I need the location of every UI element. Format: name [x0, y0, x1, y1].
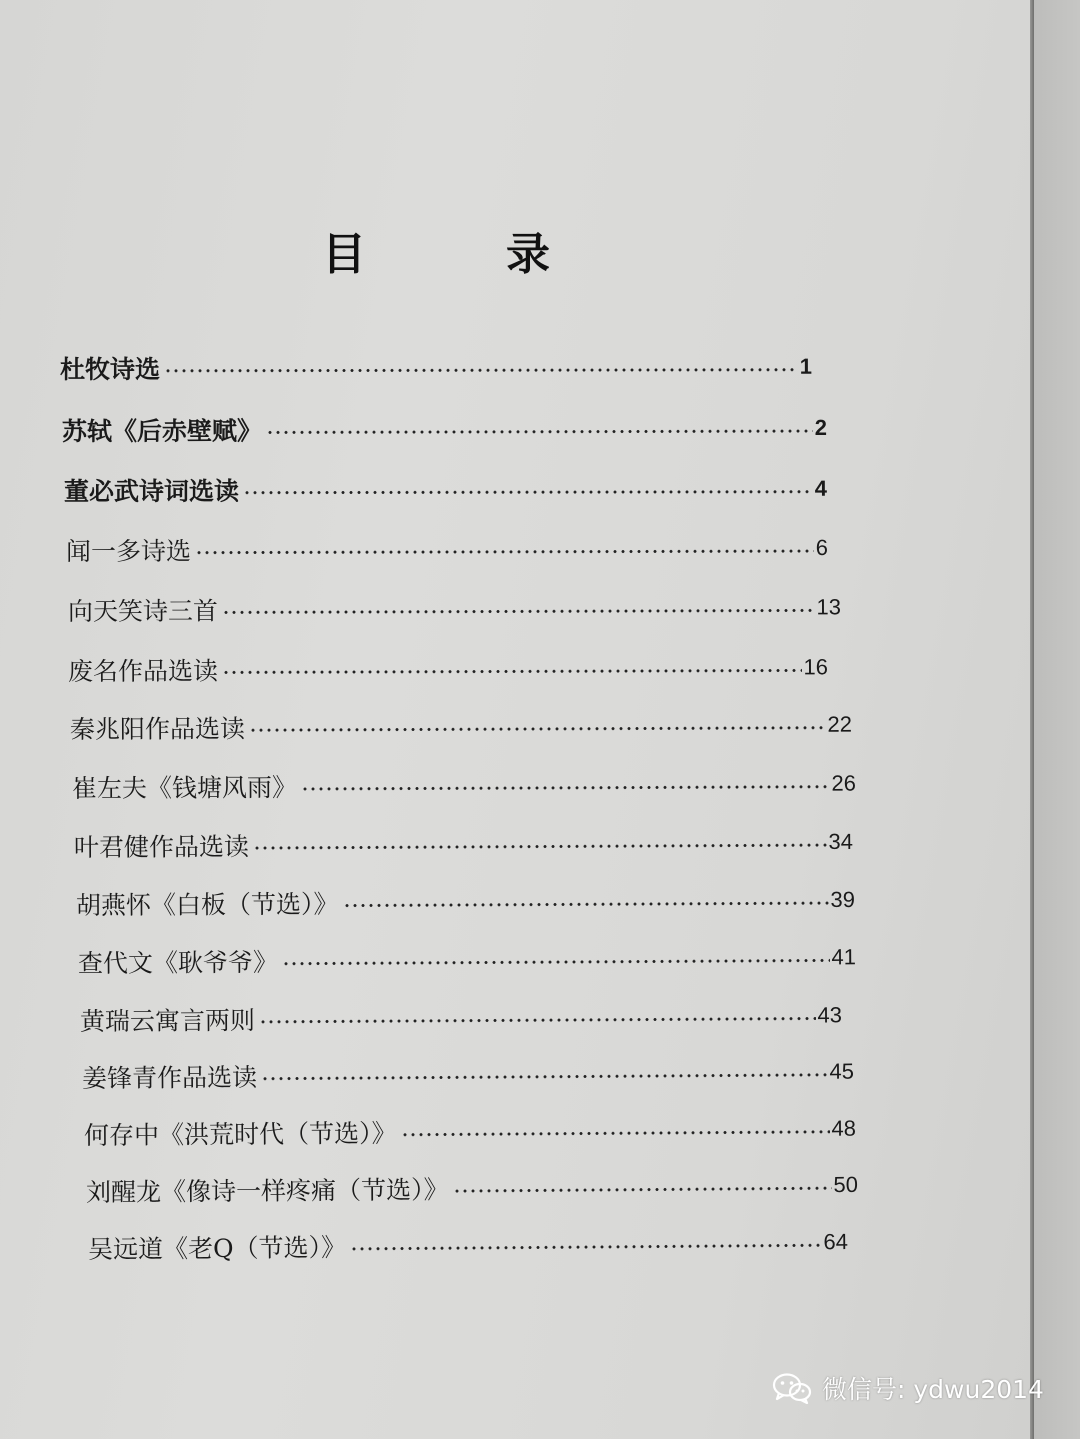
toc-entry — [80, 995, 842, 1040]
toc-entry-title: 叶君健作品选读 — [73, 832, 250, 862]
toc-leader-dots — [301, 785, 830, 791]
toc-entry — [88, 1222, 848, 1268]
toc-entry-page: 16 — [803, 654, 829, 680]
toc-entry-title: 崔左夫《钱塘风雨》 — [71, 773, 298, 803]
toc-entry — [62, 408, 827, 450]
toc-leader-dots — [164, 368, 798, 373]
toc-leader-dots — [253, 843, 827, 850]
toc-entry — [84, 1109, 856, 1154]
toc-entry-page: 4 — [814, 475, 828, 501]
toc-entry-page: 50 — [833, 1171, 859, 1198]
toc-entry-title: 姜锋青作品选读 — [81, 1062, 258, 1093]
wechat-id-text: 微信号: ydwu2014 — [822, 1375, 1044, 1404]
toc-entry-page: 22 — [827, 711, 853, 737]
toc-leader-dots — [401, 1130, 830, 1137]
toc-entry — [60, 347, 812, 388]
toc-entry-title: 胡燕怀《白板（节选）》 — [75, 889, 339, 920]
toc-entry — [64, 469, 827, 510]
toc-entry-page: 43 — [817, 1002, 843, 1028]
toc-leader-dots — [222, 668, 802, 674]
toc-leader-dots — [261, 1073, 828, 1081]
wechat-watermark — [772, 1370, 1044, 1406]
toc-entry-title: 闻一多诗选 — [65, 536, 192, 566]
toc-entry-page: 48 — [831, 1115, 857, 1141]
toc-leader-dots — [243, 490, 813, 495]
toc-entry-page: 26 — [831, 770, 857, 796]
toc-leader-dots — [282, 958, 830, 965]
toc-leader-dots — [222, 608, 815, 614]
toc-entry-page: 6 — [815, 535, 829, 561]
toc-entry — [68, 647, 828, 690]
toc-entry-page: 1 — [799, 353, 813, 379]
toc-entry-page: 45 — [829, 1058, 855, 1084]
toc-entry — [86, 1165, 858, 1211]
toc-entry — [78, 937, 856, 982]
toc-leader-dots — [249, 726, 826, 733]
toc-entry-title: 查代文《耿爷爷》 — [77, 947, 279, 978]
toc-entry-title: 吴远道《老Q（节选）》 — [87, 1232, 347, 1264]
toc-entry — [68, 587, 841, 630]
toc-entry-title: 废名作品选读 — [67, 656, 219, 686]
toc-entry-title: 秦兆阳作品选读 — [69, 714, 246, 744]
page-title: 目 录 — [322, 229, 598, 280]
toc-entry-page: 34 — [828, 828, 854, 855]
toc-leader-dots — [259, 1017, 816, 1024]
page-edge — [1030, 0, 1034, 1439]
toc-leader-dots — [350, 1243, 822, 1251]
toc-leader-dots — [266, 429, 813, 434]
toc-leader-dots — [343, 901, 829, 908]
toc-entry-title: 苏轼《后赤壁赋》 — [61, 416, 263, 446]
toc-entry-page: 13 — [816, 594, 842, 620]
background-beyond-page — [1034, 0, 1080, 1439]
toc-entry — [72, 764, 856, 807]
toc-entry — [76, 880, 855, 924]
toc-entry-title: 刘醒龙《像诗一样疼痛（节选）》 — [85, 1175, 449, 1207]
toc-entry — [74, 822, 853, 866]
toc-leader-dots — [195, 549, 814, 555]
wechat-icon — [772, 1372, 812, 1404]
toc-entry-page: 2 — [814, 414, 828, 441]
toc-entry-title: 向天笑诗三首 — [67, 596, 219, 626]
toc-entry-title: 黄瑞云寓言两则 — [79, 1005, 256, 1036]
toc-entry-page: 64 — [823, 1229, 849, 1255]
toc-entry — [66, 528, 828, 570]
toc-entry-title: 何存中《洪荒时代（节选）》 — [83, 1118, 397, 1150]
toc-entry-title: 杜牧诗选 — [59, 354, 161, 384]
toc-leader-dots — [453, 1186, 832, 1193]
toc-entry-page: 41 — [831, 944, 857, 970]
toc-entry-title: 董必武诗词选读 — [63, 476, 240, 506]
toc-entry-page: 39 — [830, 886, 856, 913]
toc-entry — [70, 705, 852, 748]
toc-entry — [82, 1052, 854, 1097]
